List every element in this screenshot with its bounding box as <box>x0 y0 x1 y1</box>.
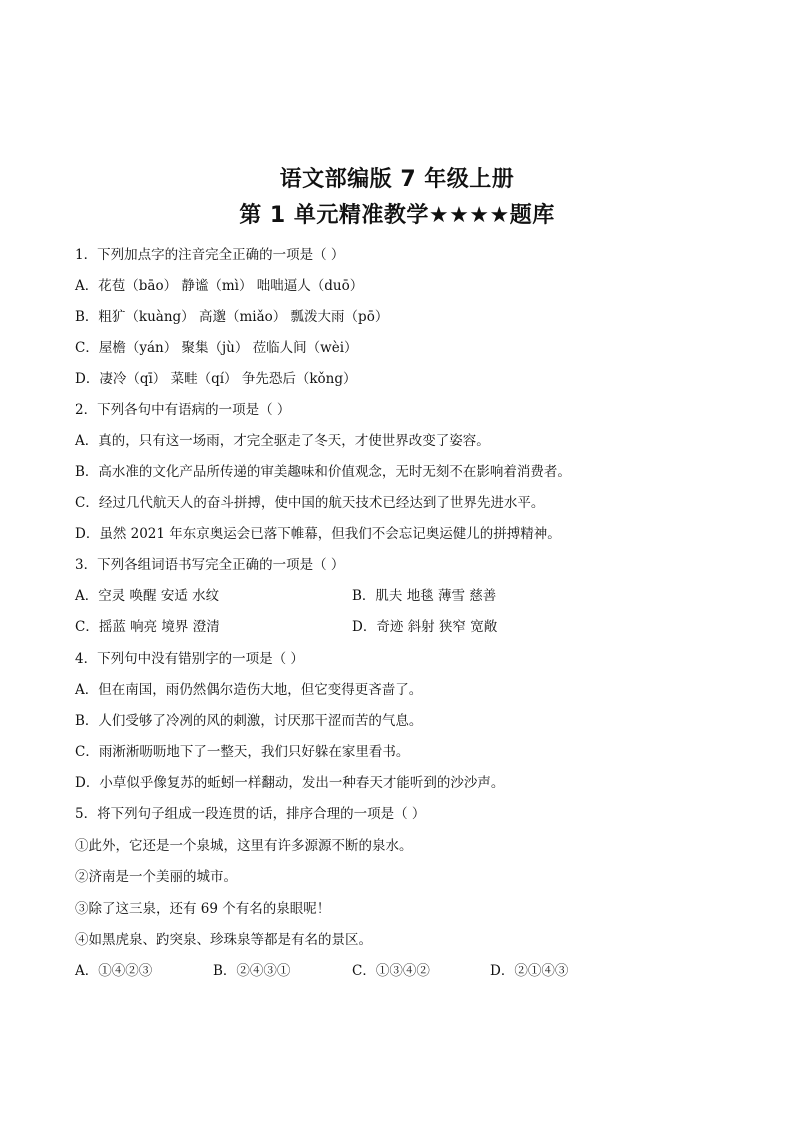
q2-option-b: B．高水准的文化产品所传递的审美趣味和价值观念，无时无刻不在影响着消费者。 <box>75 464 571 480</box>
q3-stem: 3．下列各组词语书写完全正确的一项是（ ） <box>75 557 345 573</box>
q5-option-c: C．①③④② <box>352 963 430 979</box>
doc-title-line1: 语文部编版 7 年级上册 <box>279 167 515 192</box>
q1-stem: 1．下列加点字的注音完全正确的一项是（ ） <box>75 247 345 263</box>
q5-sentence-2: ②济南是一个美丽的城市。 <box>75 869 237 885</box>
q2-option-d: D．虽然 2021 年东京奥运会已落下帷幕，但我们不会忘记奥运健儿的拼搏精神。 <box>75 526 561 542</box>
q5-sentence-3: ③除了这三泉，还有 69 个有名的泉眼呢！ <box>75 901 331 917</box>
q5-sentence-1: ①此外，它还是一个泉城，这里有许多源源不断的泉水。 <box>75 838 413 854</box>
q2-stem: 2．下列各句中有语病的一项是（ ） <box>75 402 291 418</box>
q1-option-b: B．粗犷（kuàng） 高邈（miǎo） 瓢泼大雨（pō） <box>75 309 389 325</box>
q5-option-a: A．①④②③ <box>75 963 153 979</box>
q4-option-c: C．雨淅淅呖呖地下了一整天，我们只好躲在家里看书。 <box>75 744 410 760</box>
doc-title-line2: 第 1 单元精准教学★★★★题库 <box>239 203 555 228</box>
q5-stem: 5．将下列句子组成一段连贯的话，排序合理的一项是（ ） <box>75 806 426 822</box>
q3-option-b: B．肌夫 地毯 薄雪 慈善 <box>352 588 497 604</box>
q2-option-c: C．经过几代航天人的奋斗拼搏，使中国的航天技术已经达到了世界先进水平。 <box>75 495 545 511</box>
q4-option-a: A．但在南国，雨仍然偶尔造伤大地，但它变得更吝啬了。 <box>75 682 423 698</box>
q3-option-c: C．摇蓝 响亮 境界 澄清 <box>75 619 220 635</box>
q1-option-c: C．屋檐（yán） 聚集（jù） 莅临人间（wèi） <box>75 340 358 356</box>
q2-option-a: A．真的，只有这一场雨，才完全驱走了冬天，才使世界改变了姿容。 <box>75 433 490 449</box>
q5-option-b: B．②④③① <box>213 963 291 979</box>
q4-option-b: B．人们受够了冷冽的风的刺激，讨厌那干涩而苦的气息。 <box>75 713 423 729</box>
q3-option-d: D．奇迹 斜射 狭窄 宽敞 <box>352 619 498 635</box>
q4-stem: 4．下列句中没有错别字的一项是（ ） <box>75 651 304 667</box>
q1-option-a: A．花苞（bāo） 静谧（mì） 咄咄逼人（duō） <box>75 278 364 294</box>
q3-option-a: A．空灵 唤醒 安适 水纹 <box>75 588 220 604</box>
q5-option-d: D．②①④③ <box>490 963 569 979</box>
q4-option-d: D．小草似乎像复苏的蚯蚓一样翻动，发出一种春天才能听到的沙沙声。 <box>75 775 505 791</box>
q5-sentence-4: ④如黑虎泉、趵突泉、珍珠泉等都是有名的景区。 <box>75 932 372 948</box>
q1-option-d: D．凄冷（qī） 菜畦（qí） 争先恐后（kǒng） <box>75 371 357 387</box>
